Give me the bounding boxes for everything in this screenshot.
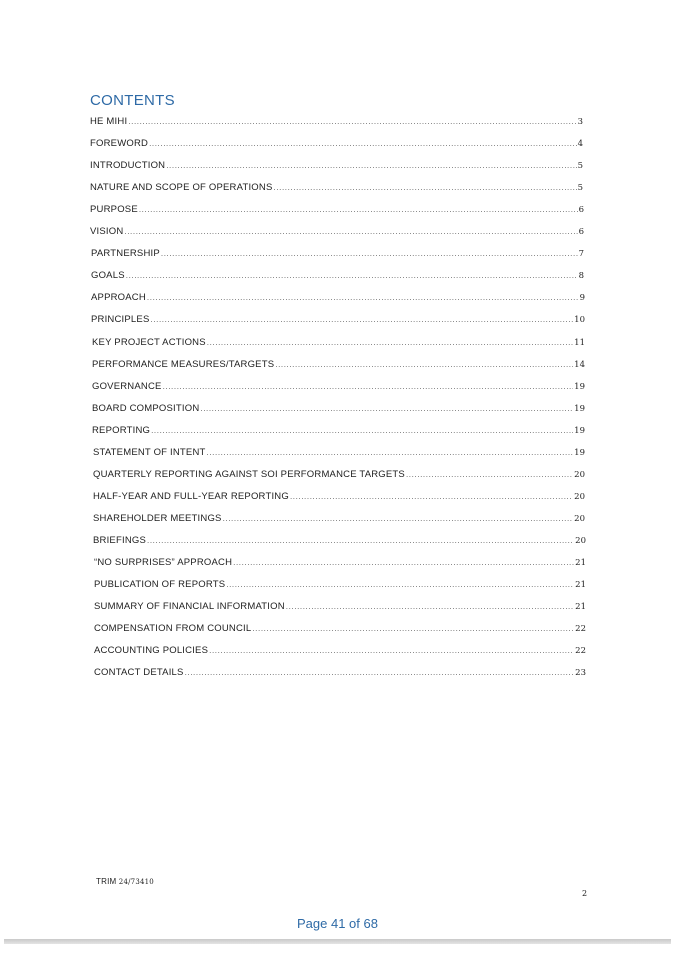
- toc-entry[interactable]: [94, 621, 586, 635]
- toc-dot-leader: [207, 448, 574, 459]
- toc-entry-label: ACCOUNTING POLICIES: [94, 645, 209, 657]
- toc-entry-page: 5: [577, 183, 583, 194]
- toc-entry-page: 21: [575, 580, 586, 591]
- toc-entry-label: GOVERNANCE: [92, 380, 162, 392]
- toc-entry-label: PERFORMANCE MEASURES/TARGETS: [92, 358, 275, 370]
- toc-entry-page: 21: [575, 602, 586, 613]
- toc-dot-leader: [275, 360, 573, 371]
- document-page-number: 2: [582, 889, 588, 898]
- toc-entry[interactable]: [92, 401, 585, 415]
- toc-entry[interactable]: [90, 158, 583, 172]
- toc-entry[interactable]: [90, 202, 584, 216]
- bottom-divider: [4, 939, 671, 944]
- toc-entry[interactable]: [94, 577, 586, 591]
- toc-entry-label: INTRODUCTION: [90, 160, 166, 172]
- toc-entry-label: HALF-YEAR AND FULL-YEAR REPORTING: [93, 490, 289, 502]
- toc-entry-label: STATEMENT OF INTENT: [93, 446, 206, 458]
- toc-entry-label: KEY PROJECT ACTIONS: [92, 336, 206, 348]
- toc-dot-leader: [151, 426, 573, 437]
- toc-entry[interactable]: [92, 335, 585, 349]
- toc-entry[interactable]: [93, 489, 585, 503]
- toc-entry[interactable]: [94, 665, 586, 679]
- toc-entry-label: PUBLICATION OF REPORTS: [94, 579, 226, 591]
- toc-dot-leader: [139, 205, 578, 216]
- toc-entry-label: VISION: [90, 226, 124, 238]
- toc-entry-label: FOREWORD: [90, 138, 149, 150]
- toc-entry-label: GOALS: [91, 270, 125, 282]
- page-of-indicator: Page 41 of 68: [297, 916, 378, 931]
- toc-entry-label: CONTACT DETAILS: [94, 667, 184, 679]
- toc-entry-page: 20: [575, 535, 586, 546]
- toc-dot-leader: [273, 183, 576, 194]
- toc-dot-leader: [128, 117, 576, 128]
- trim-reference: [96, 877, 154, 886]
- toc-entry[interactable]: [92, 423, 585, 437]
- toc-entry-label: NATURE AND SCOPE OF OPERATIONS: [90, 182, 273, 194]
- toc-entry-page: 6: [578, 227, 584, 238]
- toc-entry-label: HE MIHI: [90, 116, 128, 127]
- toc-entry-page: 19: [574, 425, 585, 436]
- toc-entry-page: 20: [574, 469, 585, 480]
- toc-dot-leader: [147, 293, 579, 304]
- toc-entry[interactable]: [90, 224, 584, 238]
- toc-entry-page: 4: [577, 139, 583, 150]
- trim-number: 24/73410: [118, 878, 154, 886]
- toc-dot-leader: [223, 514, 574, 525]
- toc-dot-leader: [233, 558, 574, 569]
- toc-entry[interactable]: [92, 357, 585, 371]
- toc-entry-page: 5: [577, 161, 583, 172]
- toc-entry[interactable]: [91, 268, 584, 282]
- toc-entry[interactable]: [91, 246, 584, 260]
- toc-entry-label: QUARTERLY REPORTING AGAINST SOI PERFORMANCE TARGETS: [93, 468, 405, 480]
- toc-entry-page: 21: [575, 558, 586, 568]
- toc-entry[interactable]: [93, 511, 585, 525]
- toc-entry[interactable]: [91, 290, 585, 304]
- toc-dot-leader: [161, 249, 578, 260]
- toc-entry-page: 19: [574, 403, 585, 414]
- toc-entry[interactable]: [94, 643, 586, 657]
- toc-entry-page: 22: [575, 624, 586, 635]
- toc-entry-page: 14: [574, 359, 585, 370]
- toc-entry[interactable]: [94, 599, 586, 613]
- toc-entry-label: PURPOSE: [90, 204, 138, 216]
- toc-dot-leader: [163, 382, 574, 393]
- toc-entry-page: 9: [579, 293, 585, 304]
- toc-entry[interactable]: [93, 467, 585, 481]
- toc-dot-leader: [126, 271, 578, 282]
- toc-entry[interactable]: [93, 445, 585, 459]
- toc-entry-label: BOARD COMPOSITION: [92, 402, 200, 414]
- toc-entry-page: 20: [574, 491, 585, 502]
- toc-entry-label: BRIEFINGS: [93, 534, 147, 546]
- toc-dot-leader: [290, 492, 573, 503]
- toc-dot-leader: [149, 139, 577, 150]
- toc-dot-leader: [207, 338, 573, 349]
- toc-entry[interactable]: [90, 136, 583, 150]
- toc-entry-page: 19: [574, 447, 585, 458]
- toc-entry-label: REPORTING: [92, 424, 151, 436]
- toc-entry-label: SUMMARY OF FINANCIAL INFORMATION: [94, 601, 285, 613]
- toc-dot-leader: [185, 668, 575, 679]
- toc-entry-label: APPROACH: [91, 292, 146, 304]
- toc-entry-label: “NO SURPRISES” APPROACH: [94, 557, 233, 568]
- toc-dot-leader: [226, 580, 574, 591]
- toc-entry[interactable]: [90, 114, 583, 128]
- trim-label: TRIM: [96, 877, 117, 886]
- toc-entry-label: PRINCIPLES: [91, 314, 150, 326]
- toc-dot-leader: [252, 624, 574, 635]
- toc-dot-leader: [286, 602, 574, 613]
- toc-entry-label: SHAREHOLDER MEETINGS: [93, 512, 222, 524]
- toc-entry-label: PARTNERSHIP: [91, 248, 160, 260]
- toc-entry-page: 6: [578, 205, 584, 216]
- toc-entry-page: 11: [574, 337, 585, 348]
- toc-entry[interactable]: [90, 180, 583, 194]
- toc-dot-leader: [151, 315, 574, 326]
- toc-dot-leader: [406, 470, 573, 481]
- toc-dot-leader: [124, 227, 577, 238]
- toc-entry-label: COMPENSATION FROM COUNCIL: [94, 623, 252, 635]
- toc-dot-leader: [200, 404, 573, 415]
- toc-entry-page: 22: [575, 646, 586, 657]
- toc-dot-leader: [209, 646, 574, 657]
- contents-heading: CONTENTS: [90, 92, 175, 109]
- toc-entry-page: 23: [575, 668, 586, 679]
- toc-dot-leader: [147, 536, 574, 547]
- toc-entry-page: 20: [574, 513, 585, 524]
- toc-entry-page: 10: [574, 315, 585, 326]
- toc-entry-page: 7: [578, 249, 584, 260]
- toc-entry[interactable]: [94, 555, 586, 569]
- toc-entry[interactable]: [92, 379, 585, 393]
- toc-entry-page: 8: [578, 271, 584, 282]
- toc-entry[interactable]: [91, 312, 585, 326]
- toc-dot-leader: [166, 161, 576, 172]
- toc-entry[interactable]: [93, 533, 586, 547]
- toc-entry-page: 19: [574, 381, 585, 392]
- toc-entry-page: 3: [577, 117, 583, 127]
